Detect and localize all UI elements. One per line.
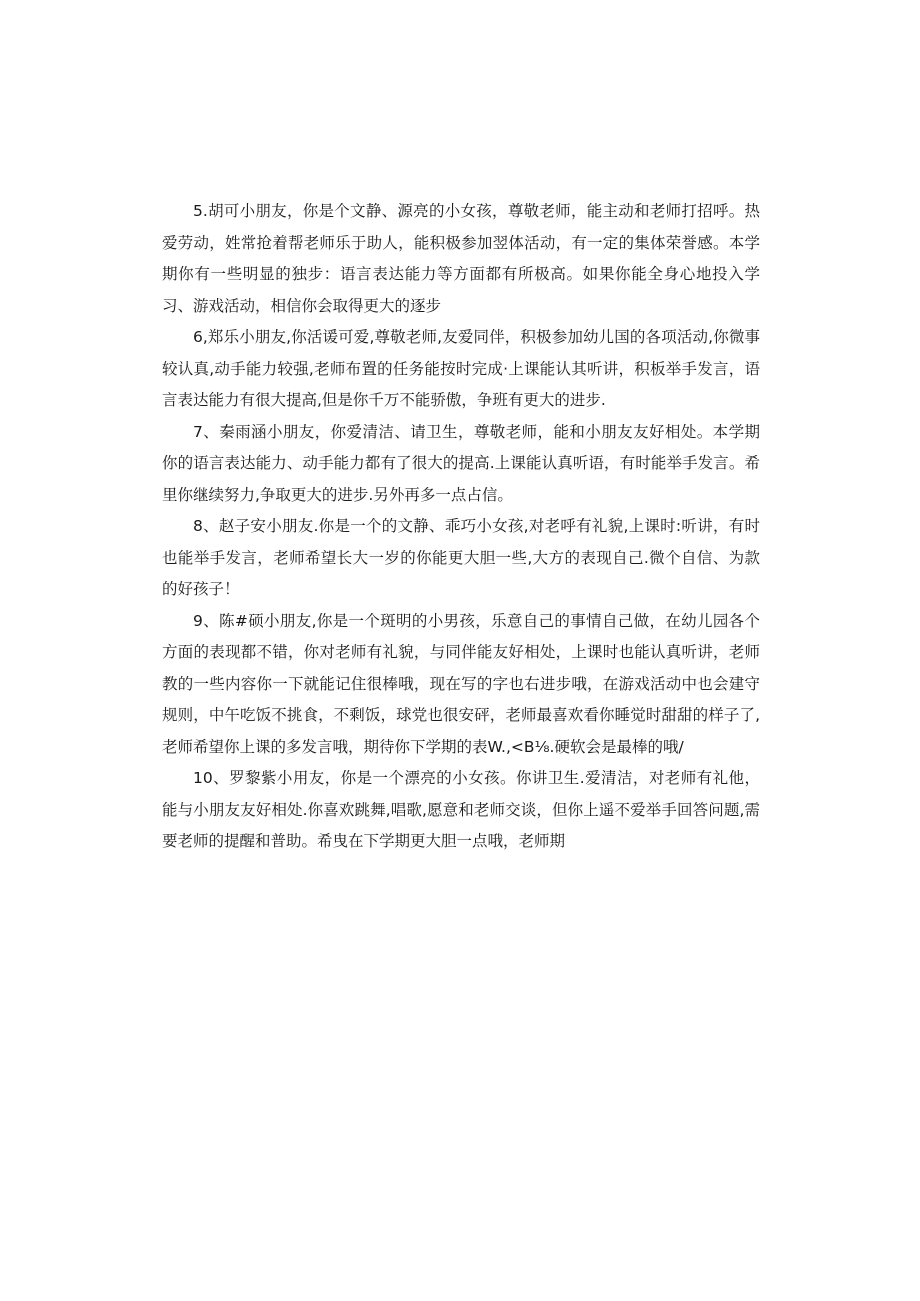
paragraph-5: 9、陈#硕小朋友,你是一个斑明的小男孩，乐意自己的事情自己做，在幼儿园各个方面的表现都不错，你对老师有礼貌，与同伴能友好相处，上课时也能认真听讲，老师教的一些内容你一下就能记住很棒哦，现在写的字也右进步哦，在游戏活动中也会建守规则，中午吃饭不挑食，不剩饭，球党也很安砰，老师最喜欢看你睡觉时甜甜的样子了,老师希望你上课的多发言哦，期待你下学期的表W.,<B⅛.硬软会是最棒的哦/ [162,611,760,756]
paragraph-6: 10、罗黎紫小用友，你是一个漂亮的小女孩。你讲卫生.爱清洁，对老师有礼他，能与小朋友友好相处.你喜欢跳舞,唱歌,愿意和老师交谈，但你上遥不爱举手回答问题,需要老师的提醒和普助。希曳在下学期更大胆一点哦，老师期 [162,769,760,850]
paragraph-2: 6,郑乐小朋友,你活谖可爱,尊敬老师,友爱同伴，积极参加幼儿国的各项活动,你微事较认真,动手能力较强,老师布置的任务能按时完成·上课能认其听讲，积板举手发言，语言表达能力有很大提高,但是你千万不能骄傲，争班有更大的进步. [162,328,760,409]
paragraph-1: 5.胡可小朋友，你是个文静、源亮的小女孩，尊敬老师，能主动和老师打招呼。热爱劳动，姓常抢着帮老师乐于助人，能积极参加翌体活动，有一定的集体荣誉感。本学期你有一些明显的独步：语言表达能力等方面都有所极高。如果你能全身心地投入学习、游戏活动，相信你会取得更大的逐步 [162,202,760,315]
paragraph-4: 8、赵子安小朋友.你是一个的文静、乖巧小女孩,对老呼有礼貌,上课时:听讲，有时也能举手发言，老师希望长大一岁的你能更大胆一些,大方的表现自己.微个自信、为款的好孩子！ [162,517,760,598]
document-body [162,196,760,858]
paragraph-3: 7、秦雨涵小朋友，你爱清洁、请卫生，尊敬老师，能和小朋友友好相处。本学期你的语言表达能力、动手能力都有了很大的提高.上课能认真听语，有时能举手发言。希里你继续努力,争取更大的进步.另外再多一点占信。 [162,422,760,504]
